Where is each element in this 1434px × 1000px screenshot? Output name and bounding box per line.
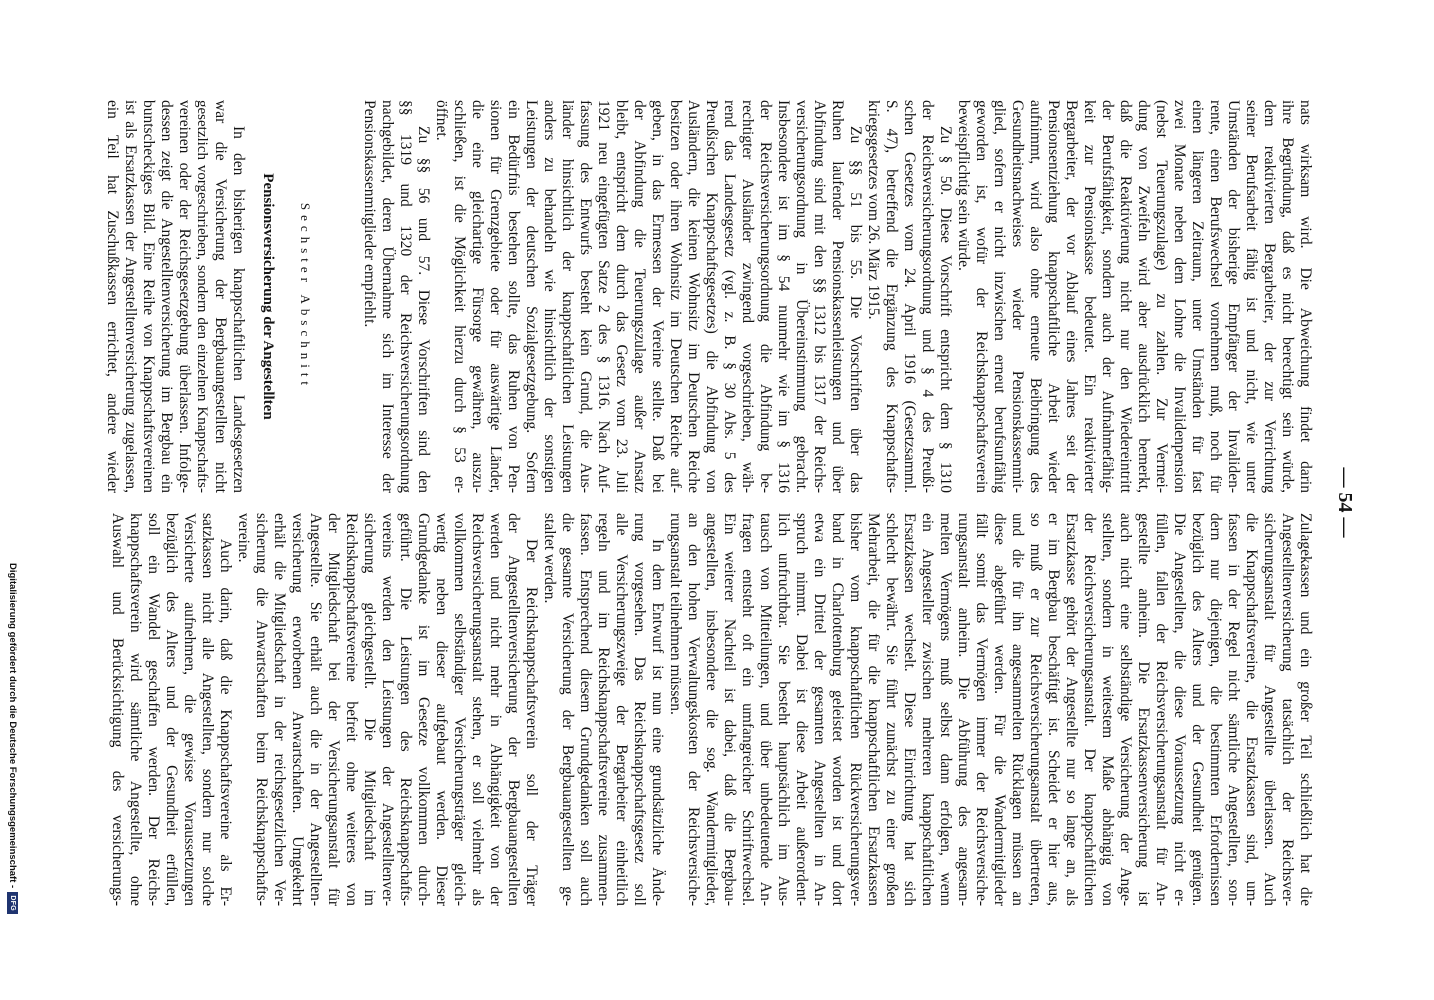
text-line: glied, sofern er nicht inzwischen erneut berufsunfähig [991,100,1008,493]
text-line: beweispflichtig sein würde. [955,100,972,271]
text-line: rung vorgesehen. Das Reichsknappschaftsgesetz soll [631,513,648,906]
text-line: bezüglich des Alters und der Gesundheit erfüllen, [163,513,180,906]
text-line: S. 47), betreffend die Ergänzung des Knappschafts- [883,100,900,493]
text-line: der Reichsversicherungsordnung und § 4 des Preußi- [919,100,936,493]
text-line: wertig neben dieser aufgebaut werden. Dieser [433,513,450,906]
text-line: Gesundheitsnachweises wieder Pensionskassenmit- [1009,100,1026,493]
left-column-text [360,100,1314,493]
text-line: 1921 neu eingefügten Satze 2 des § 1316. Nach Auf- [595,100,612,493]
text-line: erhält die Mitgliedschaft in der reichsgesetzlichen Ver- [271,513,288,906]
text-line: vereins werden den Leistungen der Angestelltenver- [379,513,396,906]
text-line: rente, einen Berufswechsel vornehmen muß, noch für [1207,100,1224,493]
left-column [103,100,1314,493]
text-line: einen längeren Zeitraum, unter Umständen für fast [1189,100,1206,493]
text-line: Pensionskassenmitglieder empfiehlt. [361,100,378,328]
paragraph [432,100,864,493]
text-line: Ruhen laufender Pensionskassenleistungen und über [829,100,846,493]
text-line: Mehrarbeit, die für die knappschaftlichen Ersatzkassen [865,513,882,906]
footer-credit [6,563,19,989]
text-line: vollkommen selbständiger Versicherungsträger gleich- [451,513,468,906]
text-line: (nebst Teuerungszulage) zu zahlen. Zur Vermei- [1153,100,1170,493]
text-line: keit zur Pensionskasse bedeutet. Ein reaktivierter [1081,100,1098,493]
text-line: ein Teil hat Zuschußkassen errichtet, andere wieder [104,100,121,493]
text-line: geführt. Die Leistungen des Reichsknappschafts- [397,513,414,906]
text-line: knappschaftsverein wird sämtliche Angestellte, ohne [127,513,144,906]
text-line: und die für ihn angesammelten Rücklagen müssen an [1009,513,1026,906]
text-line: Zu §§ 51 bis 55. Die Vorschriften über das [847,126,864,493]
text-line: Ersatzkassen wechselt. Diese Einrichtung hat sich [901,513,918,906]
text-line: Zu § 50. Diese Vorschrift entspricht dem § 1310 [937,126,954,493]
text-line: er im Bergbau beschäftigt ist. Scheidet er hier aus, [1045,513,1062,906]
text-line: an den hohen Verwaltungskosten der Reichsversiche- [685,513,702,906]
paragraph [666,513,1314,906]
text-line: In den bisherigen knappschaftlichen Landesgesetzen [230,126,247,493]
text-line: spruch nimmt. Dabei ist diese Arbeit außerordent- [793,513,810,906]
text-line: Insbesondere ist im § 54 nunmehr wie im § 1316 [775,100,792,493]
text-line: rend das Landesgesetz (vgl. z. B. § 30 Abs. 5 des [721,100,738,493]
text-line: auch nicht eine selbständige Versicherung der Ange- [1117,513,1134,906]
paragraph [864,100,954,493]
footer-text: Digitalisierung gefördert durch die Deutsche Forschungsgemeinschaft - [7,563,18,889]
text-line: Abfindung sind mit den §§ 1312 bis 1317 der Reichs- [811,100,828,493]
text-line: die gesamte Versicherung der Bergbauangestellten ge- [559,513,576,906]
text-line: Auswahl und Berücksichtigung des versicherungs- [109,513,126,906]
text-line: fällt somit das Vermögen immer der Reichsversiche- [973,513,990,906]
text-line: sicherung gleichgestellt. Die Mitgliedschaft im [361,513,378,906]
text-line: der Abfindung die Teuerungszulage außer Ansatz [631,100,648,493]
text-line: fassung des Entwurfs besteht kein Grund, die Aus- [577,100,594,493]
paragraph [103,100,247,493]
text-line: satzkassen nicht alle Angestellten, sondern nur solche [199,513,216,906]
text-line: Umständen der bisherige Empfänger der Invaliden- [1225,100,1242,493]
document-page [95,95,1370,910]
text-line: Ausländern, die keinen Wohnsitz im Deutschen Reiche [685,100,702,493]
text-line: dem reaktivierten Bergarbeiter, der zur Verrichtung [1261,100,1278,493]
text-line: versicherung erworbenen Anwartschaften. Umgekehrt [289,513,306,906]
text-line: die Knappschaftsvereine, die Ersatzkassen sind, um- [1243,513,1260,906]
text-line: geben, in das Ermessen der Vereine stellte. Daß bei [649,100,666,493]
text-line: schlecht bewährt. Sie führt zunächst zu einer großen [883,513,900,906]
text-line: schließen, ist die Möglichkeit hierzu durch § 53 er- [451,100,468,493]
text-line: ein Bedürfnis bestehen sollte, das Ruhen von Pen- [505,100,522,493]
text-line: zwei Monate neben dem Lohne die Invalidenpension [1171,100,1188,493]
text-line: Preußischen Knappschaftsgesetzes) die Abfindung von [703,100,720,493]
text-line: seiner Berufsarbeit fähig ist und nicht, wie unter [1243,100,1260,493]
text-line: regeln und im Reichsknappschaftsvereine zusammen- [595,513,612,906]
text-line: dessen zeigt die Angestelltenversicherung im Bergbau ein [158,100,175,493]
text-line: stellten, sondern in weitestem Maße abhängig von [1099,513,1116,906]
text-line: die eine gleichartige Fürsorge gewähren, auszu- [469,100,486,493]
text-line: sionen für Grenzgebiete oder für auswärtige Länder, [487,100,504,493]
text-line: angestellten, insbesondere die sog. Wandermitglieder, [703,513,720,906]
text-line: etwa ein Drittel der gesamten Angestellten in An- [811,513,828,906]
text-line: dern nur diejenigen, die bestimmten Erfordernissen [1207,513,1224,906]
text-line: werden und nicht mehr in Abhängigkeit von der [487,513,504,906]
section-title: Pensionsversicherung der Angestellten [260,173,276,420]
text-line: geworden ist, wofür der Reichsknappschaftsverein [973,100,990,493]
text-line: war die Versicherung der Bergbauangestellten nicht [212,100,229,493]
section-heading: Sechster Abschnitt [298,202,313,391]
text-line: schen Gesetzes vom 24. April 1916 (Gesetzsamml. [901,100,918,493]
text-line: Der Reichsknappschaftsverein soll der Träger [523,539,540,906]
text-line: ist als Ersatzkassen der Angestelltenversicherung zugelassen, [122,100,139,493]
right-column [108,513,1314,906]
text-line: Grundgedanke ist im Gesetze vollkommen durch- [415,513,432,906]
text-line: öffnet. [433,100,450,141]
text-line: Angestelltenversicherung tatsächlich der Reichsver- [1279,513,1296,906]
left-column-section-text [103,100,247,493]
right-column-text [108,513,1314,906]
text-line: der Angestelltenversicherung der Bergbauangestellten [505,513,522,906]
text-line: Die Angestellten, die diese Voraussetzung nicht er- [1171,513,1188,906]
dfg-logo: DFG [7,892,18,914]
text-line: bisher vom knappschaftlichen Rückversicherungsver- [847,513,864,906]
text-line: fassen. Entsprechend diesem Grundgedanken soll auch [577,513,594,906]
page-number: — 54 — [1334,467,1356,538]
paragraph [540,513,666,906]
text-line: dung von Zweifeln wird aber ausdrücklich bemerkt, [1135,100,1152,493]
text-line: kriegsgesetzes vom 26. März 1915. [865,100,882,320]
text-line: melten Vermögens muß selbst dann erfolgen, wenn [937,513,954,906]
text-line: Ein weiterer Nachteil ist dabei, daß die Bergbau- [721,513,738,906]
paragraph [954,100,1314,493]
text-line: Versicherte aufnehmen, die gewisse Voraussetzungen [181,513,198,906]
text-line: sicherungsanstalt für Angestellte überlassen. Auch [1261,513,1278,906]
text-line: gesetzlich vorgeschrieben, sondern den einzelnen Knappschafts- [194,100,210,493]
text-line: Reichsknappschaftsvereine befreit ohne weiteres von [343,513,360,906]
text-line: so muß er zur Reichsversicherungsanstalt übertreten, [1027,513,1044,906]
text-line: füllen, fallen der Reichsversicherungsanstalt für An- [1153,513,1170,906]
text-line: sicherung die Anwartschaften beim Reichsknappschafts- [253,513,270,906]
text-line: soll ein Wandel geschaffen werden. Der Reichs- [145,513,162,906]
text-line: aufnimmt, wird also ohne erneute Beibringung des [1027,100,1044,493]
text-line: versicherungsordnung in Übereinstimmung gebracht. [793,100,810,493]
text-line: der Reichsversicherungsordnung die Abfindung be- [757,100,774,493]
text-line: bleibt, entspricht dem durch das Gesetz vom 23. Juli [613,100,630,493]
text-line: besitzen oder ihren Wohnsitz im Deutschen Reiche auf- [667,100,684,493]
text-line: rungsanstalt anheim. Die Abführung des angesam- [955,513,972,906]
text-line: Reichsversicherungsanstalt stehen, er soll vielmehr als [469,513,486,906]
text-line: Ersatzkasse gehört der Angestellte nur so lange an, als [1063,513,1080,906]
text-line: buntscheckiges Bild. Eine Reihe von Knappschaftsvereinen [140,100,157,493]
text-line: lich unfruchtbar. Sie besteht hauptsächlich im Aus- [775,513,792,906]
text-line: nats wirksam wird. Die Abweichung findet darin [1297,100,1314,493]
text-line: Angestellte. Sie erhält auch die in der Angestellten- [307,513,324,906]
text-line: Leistungen der deutschen Sozialgesetzgebung. Sofern [523,100,540,493]
text-line: bezüglich des Alters und der Gesundheit genügen. [1189,513,1206,906]
text-line: Auch darin, daß die Knappschaftsvereine als Er- [217,539,234,906]
text-line: fragen entsteht oft ein umfangreicher Schriftwechsel. [739,513,756,906]
text-line: länder hinsichtlich der knappschaftlichen Leistungen [559,100,576,493]
text-line: diese abgeführt werden. Für die Wandermitglieder [991,513,1008,906]
text-line: fassen in der Regel nicht sämtliche Angestellten, son- [1225,513,1242,906]
text-line: der Berufsfähigkeit, sondern auch der Aufnahmefähig- [1099,100,1116,493]
text-line: §§ 1319 und 1320 der Reichsversicherungsordnung [397,100,414,493]
text-line: alle Versicherungszweige der Bergarbeiter einheitlich [613,513,630,906]
text-line: vereinen oder der Reichsgesetzgebung überlassen. Infolge- [176,100,193,493]
text-line: Pensionsentziehung knappschaftliche Arbeit wieder [1045,100,1062,493]
text-line: ein Angestellter zwischen mehreren knappschaftlichen [919,513,936,906]
text-line: staltet werden. [541,513,558,604]
text-line: vereine. [235,513,252,563]
text-line: band in Charlottenburg geleistet worden ist und dort [829,513,846,906]
text-line: der Mitgliedschaft bei der Versicherungsanstalt für [325,513,342,906]
text-line: gestellte anheim. Die Ersatzkassenversicherung ist [1135,513,1152,906]
paragraph [360,100,432,493]
text-line: rechtigter Ausländer zwingend vorgeschrieben, wäh- [739,100,756,493]
text-line: Zu §§ 56 und 57. Diese Vorschriften sind den [415,126,432,493]
text-line: daß die Reaktivierung nicht nur den Wiedereintritt [1117,100,1134,493]
paragraph [108,513,234,906]
text-line: der Reichsversicherungsanstalt. Der knappschaftlichen [1081,513,1098,906]
text-line: In dem Entwurf ist nun eine grundsätzliche Ände- [649,539,666,906]
paragraph [234,513,540,906]
text-line: nachgebildet, deren Übernahme sich im Interesse der [379,100,396,493]
text-line: rungsanstalt teilnehmen müssen. [667,513,684,715]
text-line: Zulagekassen und ein großer Teil schließlich hat die [1297,513,1314,906]
text-line: anders zu behandeln wie hinsichtlich der sonstigen [541,100,558,493]
text-line: Bergarbeiter, der vor Ablauf eines Jahres seit der [1063,100,1080,493]
text-line: tausch von Mitteilungen, und über unbedeutende An- [757,513,774,906]
text-line: ihre Begründung, daß es nicht berechtigt sein würde, [1279,100,1296,493]
